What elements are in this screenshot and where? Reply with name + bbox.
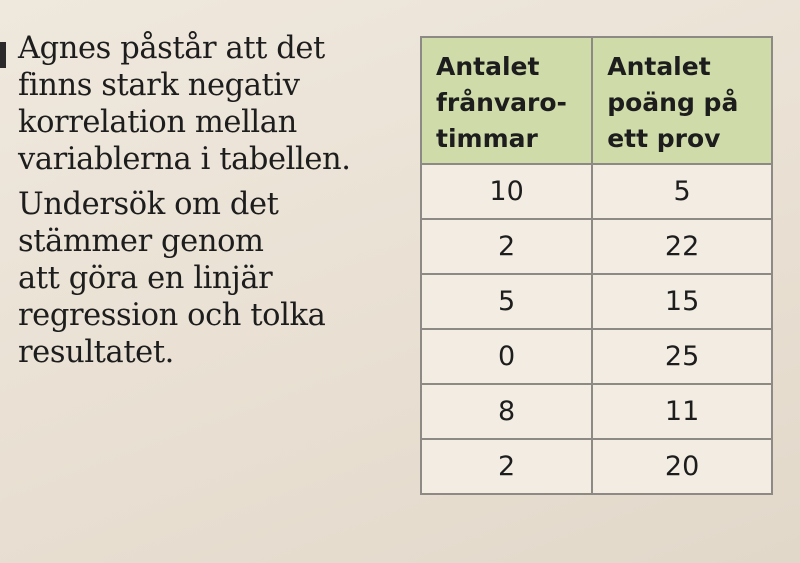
cell-absence-hours: 2 xyxy=(421,439,592,494)
cell-absence-hours: 0 xyxy=(421,329,592,384)
problem-line: finns stark negativ xyxy=(18,68,300,103)
cell-test-points: 15 xyxy=(592,274,772,329)
table-row xyxy=(421,274,772,329)
table-row xyxy=(421,329,772,384)
problem-line: Undersök om det xyxy=(18,187,279,222)
margin-marker xyxy=(0,42,6,68)
table-row xyxy=(421,439,772,494)
problem-line: stämmer genom xyxy=(18,224,264,259)
problem-paragraph-2 xyxy=(18,186,398,371)
cell-absence-hours: 5 xyxy=(421,274,592,329)
cell-test-points: 5 xyxy=(592,164,772,219)
cell-absence-hours: 8 xyxy=(421,384,592,439)
cell-test-points: 11 xyxy=(592,384,772,439)
header-line: Antalet xyxy=(607,52,711,81)
cell-absence-hours: 2 xyxy=(421,219,592,274)
problem-line: att göra en linjär xyxy=(18,261,273,296)
cell-test-points: 20 xyxy=(592,439,772,494)
problem-line: Agnes påstår att det xyxy=(18,31,325,66)
table-row xyxy=(421,219,772,274)
table-row xyxy=(421,384,772,439)
header-line: poäng på xyxy=(607,88,739,117)
problem-line: regression och tolka xyxy=(18,298,326,333)
problem-line: korrelation mellan xyxy=(18,105,297,140)
header-absence-hours xyxy=(421,37,592,164)
header-line: ett prov xyxy=(607,124,721,153)
cell-test-points: 22 xyxy=(592,219,772,274)
header-line: timmar xyxy=(436,124,538,153)
cell-absence-hours: 10 xyxy=(421,164,592,219)
table-row xyxy=(421,164,772,219)
header-line: Antalet xyxy=(436,52,540,81)
header-test-points xyxy=(592,37,772,164)
data-table xyxy=(420,36,773,495)
header-line: frånvaro- xyxy=(436,88,567,117)
problem-paragraph-1 xyxy=(18,30,398,178)
problem-text xyxy=(18,30,398,371)
problem-line: variablerna i tabellen. xyxy=(18,142,351,177)
table-header-row xyxy=(421,37,772,164)
cell-test-points: 25 xyxy=(592,329,772,384)
problem-line: resultatet. xyxy=(18,335,174,370)
